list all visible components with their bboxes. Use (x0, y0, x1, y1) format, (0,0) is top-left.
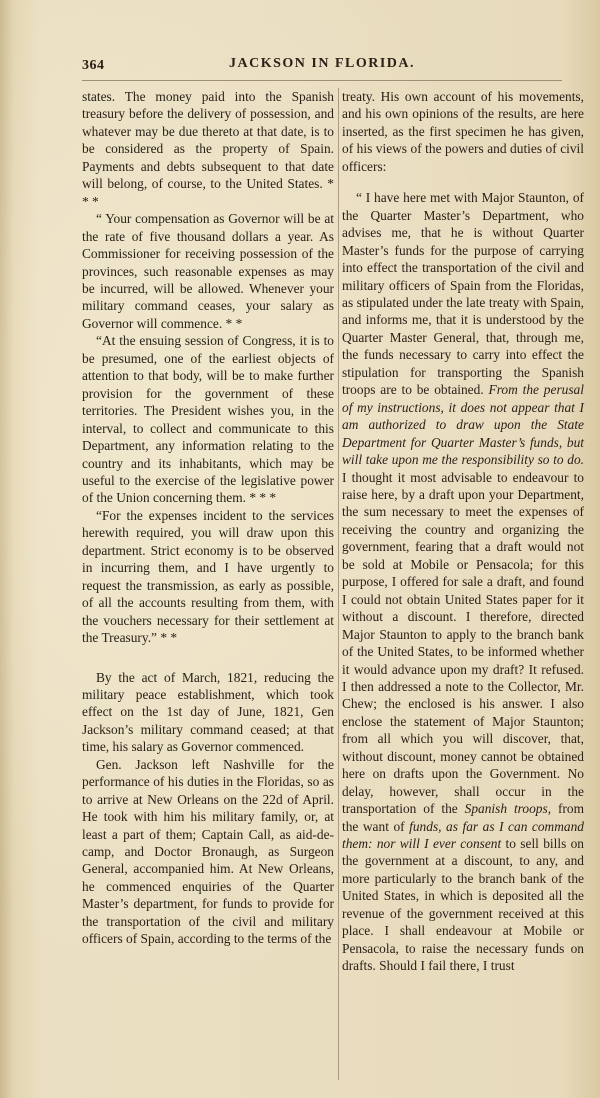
letter-italic-text: From the perusal of my instructions, it does not appear that I am authorized to draw upon the State Department for Quarter Master’s funds, but will take upon me the responsibility so to do. (342, 382, 584, 468)
left-paragraph: “At the ensuing session of Congress, it is to be presumed, one of the earliest objects of attention to that body, will be to make further provision for the government of these territories. The President wishes you, in the interval, to collect and communicate to this Department, any information relating to the country and its inhabitants, which may be useful to the exercise of the legislative power of the Union concerning them. * * * (82, 333, 334, 506)
header-rule (82, 80, 562, 81)
left-paragraph: By the act of March, 1821, reducing the military peace establishment, which took effect on the 1st day of June, 1821, Gen Jackson’s military command ceased; at that time, his salary as Governor commenced. (82, 669, 334, 755)
letter-text: from the want of (342, 801, 584, 834)
right-intro-paragraph: treaty. His own account of his movements, and his own opinions of the results, are here inserted, as the first specimen he has given, of his views of the powers and duties of civil officers: (342, 89, 584, 174)
letter-text: to sell bills on the government at a discount, to any, and more particularly to the branch bank of the United States, in which is deposited all the revenue of the government received at this place. I shall endeavour at Mobile or Pensacola, to raise the necessary funds on drafts. Should I fail there, I trust (342, 836, 584, 974)
left-column (82, 88, 334, 948)
jackson-letter-paragraph (342, 189, 584, 974)
left-paragraph: “For the expenses incident to the services herewith required, you will draw upon this department. Strict economy is to be observed in incurring them, and I have urgently to request the transmission, as early as possible, of all the accounts resulting from them, with the vouchers necessary for their settlement at the Treasury.” * * (82, 507, 334, 646)
right-column (338, 88, 584, 1080)
left-paragraph: Gen. Jackson left Nashville for the performance of his duties in the Floridas, so as to arrive at New Orleans on the 22d of April. He took with him his military family, or, at least a part of them; Captain Call, as aid-de-camp, and Doctor Bronaugh, as Surgeon General, accompanied him. At New Orleans, he commenced enquiries of the Quarter Master’s department, for funds to provide for the transportation of the civil and military officers of Spain, according to the terms of the (82, 756, 334, 947)
letter-text: “ I have here met with Major Staunton, of the Quarter Master’s Department, who advises me, that he is without Quarter Master’s funds for the purpose of carrying into effect the transportation of the civil and military officers of Spain from the Floridas, as stipulated under the late treaty with Spain, and informs me, that it is understood by the Quarter Master General, that, through me, the funds necessary to carry into effect the stipulation for transporting the Spanish troops are to be obtained. (342, 190, 584, 398)
left-paragraph: “ Your compensation as Governor will be at the rate of five thousand dollars a year. As Commissioner for receiving possession of the provinces, such reasonable expenses as may be incurred, will be allowed. Whenever your military command ceases, your salary as Governor will commence. * * (82, 211, 334, 331)
letter-text: I thought it most advisable to endeavour to raise here, by a draft upon your Department, the sum necessary to meet the expenses of receiving the country and organizing the government, fearing that a draft would not be sold at Mobile or Pensacola; for this purpose, I offered for sale a draft, and found I could not obtain United States paper for it without a discount. I therefore, directed Major Staunton to apply to the branch bank of the United States, to be informed whether it would advance upon my draft? It refused. I then addressed a note to the Collector, Mr. Chew; the enclosed is his answer. I also enclose the statement of Major Staunton; from all which you will discover, that, without discount, money cannot be obtained here on drafts upon the Government. No delay, however, shall occur in the transportation of the (342, 469, 584, 817)
page-number: 364 (82, 58, 105, 73)
letter-italic-text: funds, as far as I can command them: nor will I ever consent (342, 818, 584, 852)
left-paragraph: states. The money paid into the Spanish treasury before the delivery of possession, and whatever may be due thereto at that date, is to be considered as the property of Spain. Payments and debts subsequent to that date will belong, of course, to the United States. * * * (82, 89, 334, 209)
letter-italic-text: Spanish troops, (464, 801, 552, 817)
page-header (82, 54, 562, 80)
running-title: JACKSON IN FLORIDA. (228, 56, 415, 71)
